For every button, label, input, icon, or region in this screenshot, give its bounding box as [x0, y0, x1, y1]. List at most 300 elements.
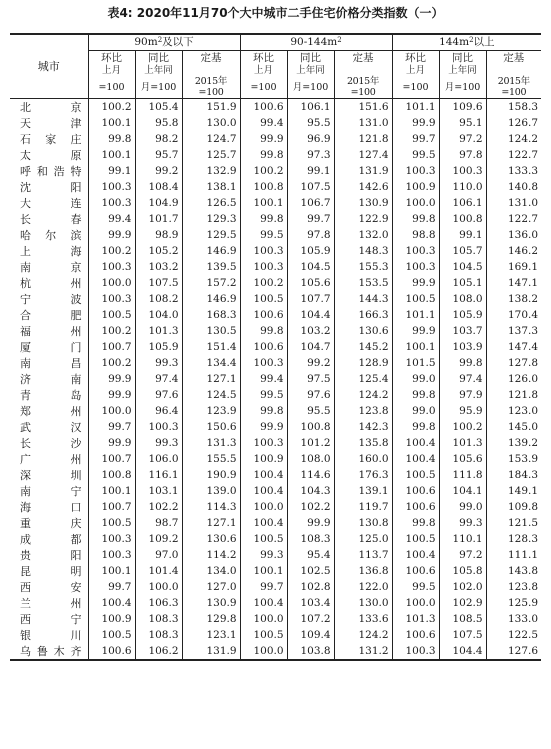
index-value: 127.8: [486, 355, 541, 371]
index-value: 100.3: [240, 355, 287, 371]
base-header-line2: 月=100: [135, 76, 182, 99]
subcolumn-header: 定基: [334, 51, 392, 66]
table-row: [10, 547, 541, 563]
table-row: [10, 643, 541, 660]
index-value: 107.5: [439, 627, 486, 643]
index-value: 104.5: [287, 259, 334, 275]
table-row: [10, 371, 541, 387]
index-value: 100.0: [240, 499, 287, 515]
index-value: 108.0: [439, 291, 486, 307]
table-row: [10, 259, 541, 275]
index-value: 109.4: [287, 627, 334, 643]
index-value: 127.1: [182, 371, 240, 387]
index-value: 97.8: [439, 147, 486, 163]
index-value: 176.3: [334, 467, 392, 483]
index-value: 149.1: [486, 483, 541, 499]
index-value: 130.5: [182, 323, 240, 339]
base-header-line1: 上年同: [135, 65, 182, 76]
index-value: 100.8: [88, 467, 135, 483]
index-value: 100.5: [88, 627, 135, 643]
base-header-line2: 月=100: [287, 76, 334, 99]
index-value: 99.0: [392, 403, 439, 419]
index-value: 108.3: [135, 627, 182, 643]
city-name: 石家庄: [20, 133, 82, 146]
index-value: 99.8: [88, 131, 135, 147]
city-name: 太原: [20, 149, 82, 162]
index-value: 116.1: [135, 467, 182, 483]
index-value: 100.5: [240, 627, 287, 643]
base-header-line2: =100: [88, 76, 135, 99]
index-value: 138.1: [182, 179, 240, 195]
index-value: 97.2: [439, 131, 486, 147]
index-value: 151.6: [334, 99, 392, 116]
index-value: 111.1: [486, 547, 541, 563]
index-value: 99.3: [240, 547, 287, 563]
index-value: 97.2: [439, 547, 486, 563]
index-value: 131.0: [486, 195, 541, 211]
city-name: 合肥: [20, 309, 82, 322]
index-value: 101.1: [392, 307, 439, 323]
index-value: 105.9: [439, 307, 486, 323]
index-value: 137.3: [486, 323, 541, 339]
index-value: 114.3: [182, 499, 240, 515]
index-value: 124.2: [486, 131, 541, 147]
index-value: 146.9: [182, 291, 240, 307]
index-value: 99.2: [287, 355, 334, 371]
index-value: 99.7: [88, 419, 135, 435]
index-value: 100.3: [392, 259, 439, 275]
index-value: 184.3: [486, 467, 541, 483]
city-name: 天津: [20, 117, 82, 130]
index-value: 138.2: [486, 291, 541, 307]
index-value: 105.9: [135, 339, 182, 355]
index-value: 104.9: [135, 195, 182, 211]
index-value: 100.6: [240, 307, 287, 323]
index-value: 101.3: [135, 323, 182, 339]
index-value: 100.6: [392, 627, 439, 643]
group-header-small: $90m^2$及以下: [88, 34, 240, 51]
base-header-line1: 上月: [240, 65, 287, 76]
table-body: [10, 99, 541, 661]
city-name: 重庆: [20, 517, 82, 530]
index-value: 123.1: [182, 627, 240, 643]
index-value: 99.5: [392, 579, 439, 595]
index-value: 100.4: [240, 483, 287, 499]
city-name: 郑州: [20, 405, 82, 418]
index-value: 108.3: [135, 611, 182, 627]
index-value: 107.7: [287, 291, 334, 307]
index-value: 99.5: [392, 147, 439, 163]
index-value: 100.2: [240, 163, 287, 179]
city-name: 南昌: [20, 357, 82, 370]
index-value: 100.2: [88, 323, 135, 339]
index-value: 100.6: [88, 643, 135, 660]
index-value: 99.9: [88, 435, 135, 451]
table-row: [10, 627, 541, 643]
index-value: 103.9: [439, 339, 486, 355]
index-value: 125.9: [486, 595, 541, 611]
index-value: 105.6: [287, 275, 334, 291]
index-value: 105.1: [439, 275, 486, 291]
table-row: [10, 115, 541, 131]
index-value: 100.0: [240, 611, 287, 627]
index-value: 126.5: [182, 195, 240, 211]
city-name: 贵阳: [20, 549, 82, 562]
index-value: 158.3: [486, 99, 541, 116]
index-value: 100.3: [240, 435, 287, 451]
index-value: 130.6: [182, 531, 240, 547]
index-value: 95.7: [135, 147, 182, 163]
city-name: 南宁: [20, 485, 82, 498]
index-value: 100.3: [88, 259, 135, 275]
index-value: 100.3: [135, 419, 182, 435]
index-value: 100.9: [240, 451, 287, 467]
base-header-line1: 上月: [392, 65, 439, 76]
index-value: 151.4: [182, 339, 240, 355]
index-value: 98.8: [392, 227, 439, 243]
index-value: 100.0: [88, 275, 135, 291]
city-name: 北京: [20, 101, 82, 114]
index-value: 109.8: [486, 499, 541, 515]
index-value: 97.5: [287, 371, 334, 387]
index-value: 100.5: [88, 515, 135, 531]
index-value: 123.9: [182, 403, 240, 419]
table-row: [10, 99, 541, 116]
index-value: 108.3: [287, 531, 334, 547]
index-value: 100.3: [439, 163, 486, 179]
subcolumn-header: 环比: [240, 51, 287, 66]
index-value: 145.0: [486, 419, 541, 435]
city-name: 长沙: [20, 437, 82, 450]
index-value: 104.1: [439, 483, 486, 499]
index-value: 104.3: [287, 483, 334, 499]
index-value: 100.6: [392, 563, 439, 579]
index-value: 99.9: [88, 371, 135, 387]
index-value: 129.8: [182, 611, 240, 627]
index-value: 105.8: [439, 563, 486, 579]
index-value: 100.1: [240, 563, 287, 579]
index-value: 99.2: [135, 163, 182, 179]
index-value: 121.8: [334, 131, 392, 147]
index-value: 104.5: [439, 259, 486, 275]
index-value: 99.8: [240, 323, 287, 339]
index-value: 106.0: [135, 451, 182, 467]
index-value: 100.3: [88, 547, 135, 563]
table-row: [10, 307, 541, 323]
index-value: 166.3: [334, 307, 392, 323]
index-value: 99.8: [392, 419, 439, 435]
index-value: 100.8: [439, 211, 486, 227]
table-row: [10, 195, 541, 211]
index-value: 130.9: [334, 195, 392, 211]
group-header-large: $144m^2$以上: [392, 34, 541, 51]
index-value: 101.3: [392, 611, 439, 627]
table-row: [10, 579, 541, 595]
index-value: 99.4: [240, 371, 287, 387]
index-value: 99.9: [287, 515, 334, 531]
index-value: 130.0: [182, 115, 240, 131]
index-value: 139.0: [182, 483, 240, 499]
index-value: 100.2: [88, 355, 135, 371]
index-value: 127.1: [182, 515, 240, 531]
index-value: 99.7: [392, 131, 439, 147]
table-row: [10, 179, 541, 195]
index-value: 102.9: [439, 595, 486, 611]
index-value: 157.2: [182, 275, 240, 291]
table-row: [10, 339, 541, 355]
table-row: [10, 211, 541, 227]
index-value: 129.5: [182, 227, 240, 243]
table-row: [10, 323, 541, 339]
city-name: 兰州: [20, 597, 82, 610]
index-value: 109.6: [439, 99, 486, 116]
city-name: 大连: [20, 197, 82, 210]
index-value: 100.6: [392, 499, 439, 515]
base-header-line1: [182, 65, 240, 76]
base-header-line2: =100: [240, 76, 287, 99]
index-value: 100.0: [392, 595, 439, 611]
index-value: 100.6: [240, 339, 287, 355]
index-value: 104.4: [287, 307, 334, 323]
index-value: 98.7: [135, 515, 182, 531]
index-value: 143.8: [486, 563, 541, 579]
header-row-subcolumns: [10, 51, 541, 66]
index-value: 148.3: [334, 243, 392, 259]
table-row: [10, 243, 541, 259]
index-value: 103.7: [439, 323, 486, 339]
index-value: 131.9: [182, 643, 240, 660]
table-header: [10, 34, 541, 99]
index-value: 105.7: [439, 243, 486, 259]
index-value: 99.8: [392, 515, 439, 531]
index-value: 97.9: [439, 387, 486, 403]
base-header-line1: 上月: [88, 65, 135, 76]
index-value: 106.3: [135, 595, 182, 611]
base-header-line1: [334, 65, 392, 76]
index-value: 99.3: [135, 435, 182, 451]
index-value: 99.8: [240, 211, 287, 227]
base-header-line2: 2015年=100: [182, 76, 240, 99]
index-value: 97.0: [135, 547, 182, 563]
table-row: [10, 275, 541, 291]
index-value: 105.4: [135, 99, 182, 116]
index-value: 121.8: [486, 387, 541, 403]
index-value: 103.4: [287, 595, 334, 611]
index-value: 95.4: [287, 547, 334, 563]
index-value: 100.5: [88, 307, 135, 323]
index-value: 99.8: [439, 355, 486, 371]
index-value: 101.4: [135, 563, 182, 579]
index-value: 100.1: [88, 563, 135, 579]
header-row-base-line2: [10, 76, 541, 99]
table-row: [10, 387, 541, 403]
index-value: 95.9: [439, 403, 486, 419]
index-value: 100.2: [439, 419, 486, 435]
index-value: 99.7: [240, 579, 287, 595]
index-value: 107.5: [287, 179, 334, 195]
city-name: 深圳: [20, 469, 82, 482]
index-value: 99.4: [240, 115, 287, 131]
index-value: 101.2: [287, 435, 334, 451]
index-value: 99.9: [88, 387, 135, 403]
city-name: 青岛: [20, 389, 82, 402]
index-value: 99.8: [392, 211, 439, 227]
subcolumn-header: 定基: [182, 51, 240, 66]
city-column-header: 城市: [10, 34, 88, 99]
index-value: 130.6: [334, 323, 392, 339]
index-value: 111.8: [439, 467, 486, 483]
index-value: 128.9: [334, 355, 392, 371]
index-value: 131.3: [182, 435, 240, 451]
index-value: 100.9: [392, 179, 439, 195]
city-name: 上海: [20, 245, 82, 258]
index-value: 100.3: [392, 163, 439, 179]
city-name: 福州: [20, 325, 82, 338]
index-value: 122.9: [334, 211, 392, 227]
index-value: 102.8: [287, 579, 334, 595]
index-value: 144.3: [334, 291, 392, 307]
index-value: 96.4: [135, 403, 182, 419]
index-value: 99.7: [287, 211, 334, 227]
index-value: 99.4: [88, 211, 135, 227]
price-index-table: [10, 33, 541, 661]
index-value: 97.4: [439, 371, 486, 387]
index-value: 150.6: [182, 419, 240, 435]
base-header-line2: 月=100: [439, 76, 486, 99]
index-value: 125.7: [182, 147, 240, 163]
index-value: 95.5: [287, 403, 334, 419]
index-value: 100.4: [240, 515, 287, 531]
index-value: 136.0: [486, 227, 541, 243]
index-value: 104.0: [135, 307, 182, 323]
table-row: [10, 131, 541, 147]
table-row: [10, 227, 541, 243]
index-value: 124.7: [182, 131, 240, 147]
index-value: 100.7: [88, 339, 135, 355]
base-header-line2: =100: [392, 76, 439, 99]
index-value: 100.4: [240, 595, 287, 611]
index-value: 99.8: [392, 387, 439, 403]
index-value: 100.5: [392, 291, 439, 307]
table-row: [10, 499, 541, 515]
index-value: 99.7: [88, 579, 135, 595]
index-value: 99.5: [240, 387, 287, 403]
index-value: 95.1: [439, 115, 486, 131]
index-value: 110.0: [439, 179, 486, 195]
index-value: 131.0: [334, 115, 392, 131]
subcolumn-header: 环比: [88, 51, 135, 66]
index-value: 100.3: [88, 195, 135, 211]
index-value: 100.6: [392, 483, 439, 499]
header-row-groups: [10, 34, 541, 51]
city-name: 乌鲁木齐: [10, 643, 88, 660]
index-value: 100.5: [240, 291, 287, 307]
index-value: 153.5: [334, 275, 392, 291]
index-value: 139.1: [334, 483, 392, 499]
index-value: 100.2: [88, 99, 135, 116]
index-value: 124.5: [182, 387, 240, 403]
index-value: 121.5: [486, 515, 541, 531]
index-value: 100.1: [88, 115, 135, 131]
index-value: 130.0: [334, 595, 392, 611]
city-name: 杭州: [20, 277, 82, 290]
index-value: 100.3: [88, 291, 135, 307]
index-value: 98.9: [135, 227, 182, 243]
base-header-line1: 上年同: [287, 65, 334, 76]
city-name: 广州: [20, 453, 82, 466]
index-value: 125.4: [334, 371, 392, 387]
index-value: 97.3: [287, 147, 334, 163]
index-value: 99.3: [439, 515, 486, 531]
index-value: 139.5: [182, 259, 240, 275]
table-row: [10, 515, 541, 531]
index-value: 110.1: [439, 531, 486, 547]
index-value: 100.2: [88, 243, 135, 259]
index-value: 126.7: [486, 115, 541, 131]
index-value: 123.8: [486, 579, 541, 595]
index-value: 122.7: [486, 147, 541, 163]
index-value: 99.3: [135, 355, 182, 371]
city-name: 西宁: [20, 613, 82, 626]
index-value: 146.2: [486, 243, 541, 259]
header-row-base-line1: [10, 65, 541, 76]
subcolumn-header: 定基: [486, 51, 541, 66]
index-value: 122.0: [334, 579, 392, 595]
index-value: 97.6: [287, 387, 334, 403]
index-value: 100.2: [240, 275, 287, 291]
index-value: 147.4: [486, 339, 541, 355]
table-row: [10, 403, 541, 419]
index-value: 130.9: [182, 595, 240, 611]
table-row: [10, 419, 541, 435]
index-value: 105.2: [135, 243, 182, 259]
index-value: 103.1: [135, 483, 182, 499]
index-value: 108.2: [135, 291, 182, 307]
base-header-line2: 2015年=100: [486, 76, 541, 99]
table-row: [10, 611, 541, 627]
index-value: 100.3: [88, 531, 135, 547]
index-value: 147.1: [486, 275, 541, 291]
index-value: 99.9: [392, 323, 439, 339]
index-value: 100.8: [287, 419, 334, 435]
table-row: [10, 355, 541, 371]
index-value: 127.6: [486, 643, 541, 660]
index-value: 104.4: [439, 643, 486, 660]
base-header-line2: 2015年=100: [334, 76, 392, 99]
index-value: 109.2: [135, 531, 182, 547]
page-title: 表4: 2020年11月70个大中城市二手住宅价格分类指数（一）: [107, 6, 444, 20]
city-name: 长春: [20, 213, 82, 226]
index-value: 190.9: [182, 467, 240, 483]
index-value: 155.3: [334, 259, 392, 275]
index-value: 104.7: [287, 339, 334, 355]
index-value: 136.8: [334, 563, 392, 579]
index-value: 131.9: [334, 163, 392, 179]
city-name: 武汉: [20, 421, 82, 434]
city-name: 济南: [20, 373, 82, 386]
index-value: 133.3: [486, 163, 541, 179]
index-value: 106.1: [439, 195, 486, 211]
city-name: 成都: [20, 533, 82, 546]
table-row: [10, 291, 541, 307]
table-row: [10, 563, 541, 579]
city-name: 南京: [20, 261, 82, 274]
index-value: 100.1: [88, 147, 135, 163]
index-value: 107.2: [287, 611, 334, 627]
index-value: 134.4: [182, 355, 240, 371]
index-value: 127.4: [334, 147, 392, 163]
index-value: 151.9: [182, 99, 240, 116]
